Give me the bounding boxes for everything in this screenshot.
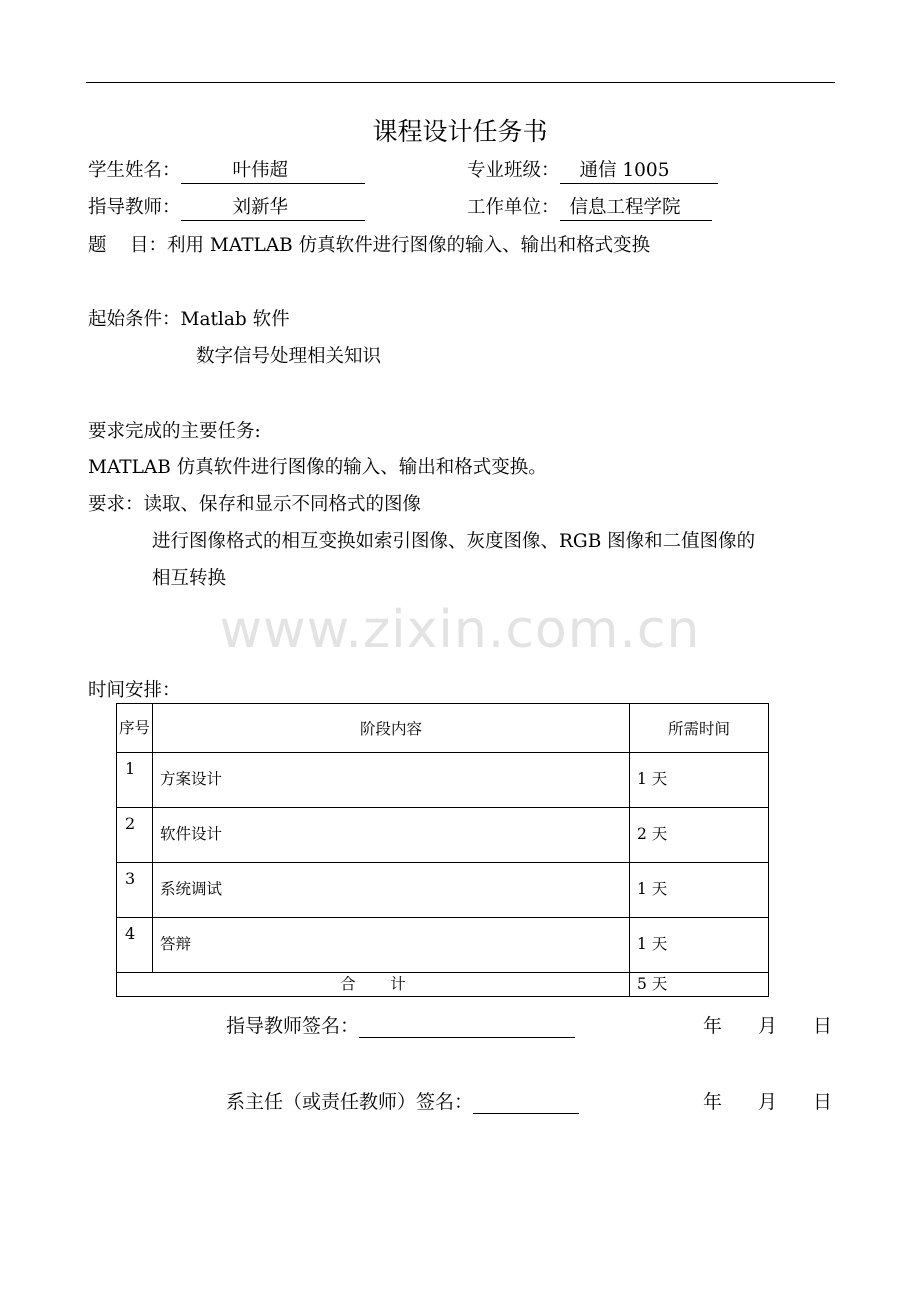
row-number: 1 [117, 753, 153, 808]
row-time: 1 天 [630, 918, 769, 973]
row-content: 系统调试 [153, 863, 630, 918]
unit-row [467, 193, 712, 221]
head-year: 年 [703, 1091, 723, 1113]
table-row [117, 863, 769, 918]
schedule-table [116, 703, 769, 997]
head-signature-line [473, 1091, 579, 1114]
head-signature-label: 系主任（或责任教师）签名： [226, 1091, 474, 1113]
unit-label: 工作单位： [467, 197, 560, 218]
advisor-signature-row [226, 1011, 575, 1038]
row-time: 2 天 [630, 808, 769, 863]
start-conditions [88, 305, 290, 331]
start-item-2: 数字信号处理相关知识 [196, 346, 382, 367]
table-row [117, 753, 769, 808]
req-item-1: 读取、保存和显示不同格式的图像 [143, 494, 422, 515]
advisor-month: 月 [758, 1015, 778, 1037]
table-total-row [117, 973, 769, 997]
student-row [88, 156, 365, 184]
row-number: 4 [117, 918, 153, 973]
major-label: 专业班级： [467, 160, 560, 181]
row-time: 1 天 [630, 863, 769, 918]
requirements [88, 490, 421, 516]
req-label: 要求： [88, 494, 144, 515]
student-name: 叶伟超 [181, 159, 365, 184]
head-day: 日 [813, 1091, 833, 1113]
head-month: 月 [758, 1091, 778, 1113]
table-row [117, 918, 769, 973]
student-label: 学生姓名： [88, 160, 181, 181]
header-content: 阶段内容 [153, 704, 630, 753]
header-index: 序号 [117, 704, 153, 753]
task-line: MATLAB 仿真软件进行图像的输入、输出和格式变换。 [88, 457, 547, 478]
header-time: 所需时间 [630, 704, 769, 753]
advisor-label: 指导教师： [88, 197, 181, 218]
schedule-heading: 时间安排： [88, 680, 181, 701]
advisor-signature-label: 指导教师签名： [226, 1015, 360, 1037]
total-label: 合 计 [117, 973, 630, 997]
major-row [467, 156, 718, 184]
table-header-row [117, 704, 769, 753]
advisor-name: 刘新华 [181, 196, 365, 221]
advisor-year: 年 [703, 1015, 723, 1037]
top-rule [86, 82, 835, 83]
topic: 题 目：利用 MATLAB 仿真软件进行图像的输入、输出和格式变换 [88, 235, 651, 256]
work-unit: 信息工程学院 [560, 196, 712, 221]
row-content: 答辩 [153, 918, 630, 973]
watermark: www.zixin.com.cn [219, 600, 701, 660]
req-item-2: 进行图像格式的相互变换如索引图像、灰度图像、RGB 图像和二值图像的 [152, 531, 756, 552]
advisor-signature-line [359, 1015, 575, 1038]
table-row [117, 808, 769, 863]
req-item-3: 相互转换 [152, 568, 227, 589]
head-date [703, 1087, 832, 1114]
total-time: 5 天 [630, 973, 769, 997]
start-item-1: Matlab 软件 [180, 309, 290, 330]
advisor-date [703, 1011, 832, 1038]
row-number: 2 [117, 808, 153, 863]
row-content: 方案设计 [153, 753, 630, 808]
major-class: 通信 1005 [560, 159, 718, 184]
row-time: 1 天 [630, 753, 769, 808]
page-title: 课程设计任务书 [372, 117, 548, 146]
start-label: 起始条件： [88, 309, 181, 330]
head-signature-row [226, 1087, 579, 1114]
tasks-heading: 要求完成的主要任务: [88, 421, 261, 442]
advisor-row [88, 193, 365, 221]
advisor-day: 日 [813, 1015, 833, 1037]
row-content: 软件设计 [153, 808, 630, 863]
row-number: 3 [117, 863, 153, 918]
